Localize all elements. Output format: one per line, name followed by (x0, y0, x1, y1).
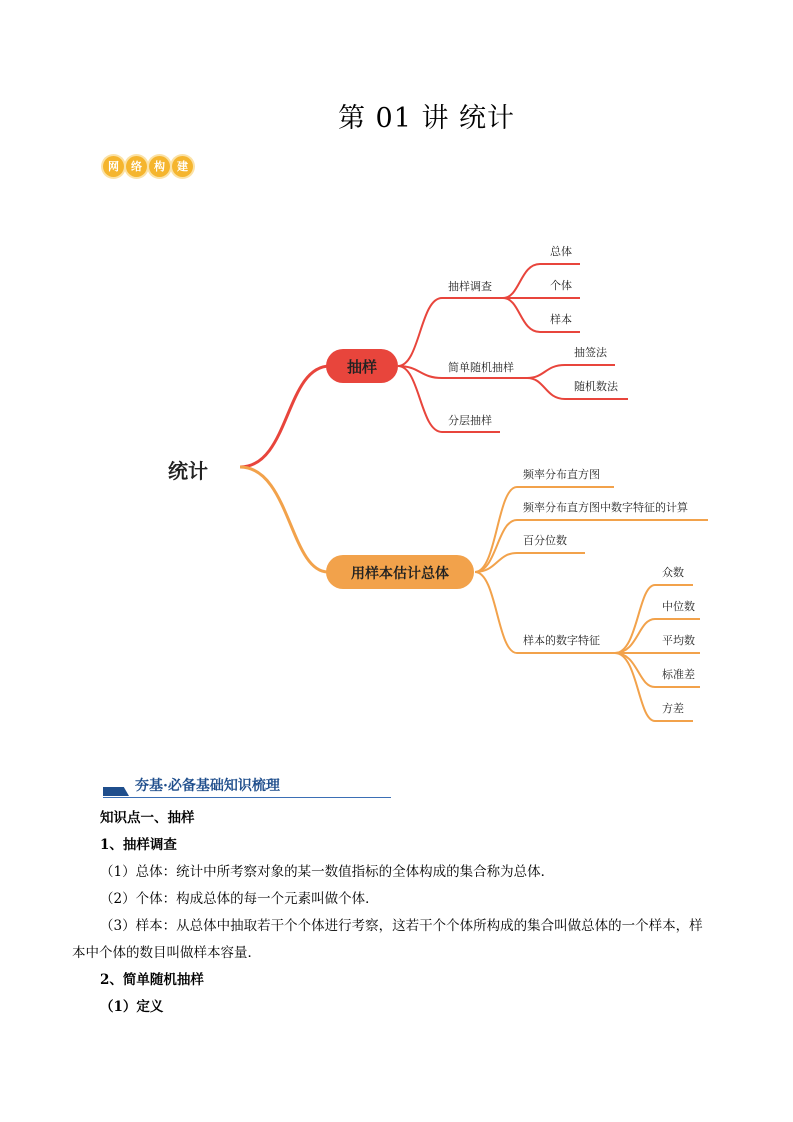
section-heading-text: 夯基·必备基础知识梳理 (135, 778, 280, 794)
connector (475, 487, 614, 572)
leaf-individual: 个体 (550, 279, 572, 292)
connector (475, 520, 708, 572)
section-underline (103, 797, 391, 798)
branch-label-estimate: 用样本估计总体 (351, 566, 449, 582)
leaf-mode: 众数 (662, 566, 684, 579)
node-sampling-survey: 抽样调查 (448, 280, 492, 293)
badge-char: 网 (103, 156, 124, 177)
subheading-sampling-survey: 1、抽样调查 (100, 837, 177, 853)
leaf-random-number: 随机数法 (574, 380, 618, 393)
badge-char: 构 (149, 156, 170, 177)
node-histogram-features: 频率分布直方图中数字特征的计算 (523, 501, 688, 514)
node-stratified: 分层抽样 (448, 414, 492, 427)
paragraph-population: （1）总体：统计中所考察对象的某一数值指标的全体构成的集合称为总体． (100, 864, 555, 880)
subheading-simple-random: 2、简单随机抽样 (100, 972, 204, 988)
leaf-mean: 平均数 (662, 634, 695, 647)
node-simple-random: 简单随机抽样 (448, 361, 514, 374)
mindmap-root: 统计 (168, 459, 208, 483)
page-title: 第 01 讲 统计 (337, 103, 516, 134)
node-percentile: 百分位数 (523, 534, 567, 547)
branch-label-sampling: 抽样 (346, 358, 378, 376)
badge-char: 络 (126, 156, 147, 177)
paragraph-sample-cont: 本中个体的数目叫做样本容量． (72, 945, 261, 961)
leaf-median: 中位数 (662, 600, 695, 613)
leaf-population: 总体 (550, 245, 572, 258)
node-histogram: 频率分布直方图 (523, 468, 600, 481)
connector (240, 366, 330, 467)
subheading-definition: （1）定义 (100, 999, 164, 1015)
paragraph-individual: （2）个体：构成总体的每一个元素叫做个体． (100, 891, 379, 907)
connector (527, 365, 615, 378)
leaf-sample: 样本 (550, 313, 572, 326)
leaf-variance: 方差 (662, 702, 684, 715)
node-sample-features: 样本的数字特征 (523, 634, 600, 647)
badge-char: 建 (172, 156, 193, 177)
connector (398, 298, 503, 366)
section-heading (103, 776, 391, 798)
leaf-std-dev: 标准差 (662, 668, 695, 681)
connector (240, 467, 328, 572)
paragraph-sample: （3）样本：从总体中抽取若干个个体进行考察，这若干个个体所构成的集合叫做总体的一个样本，样 (100, 918, 703, 934)
section-bar-mark (103, 787, 129, 796)
leaf-lottery: 抽签法 (574, 346, 607, 359)
knowledge-point-heading: 知识点一、抽样 (100, 810, 195, 826)
